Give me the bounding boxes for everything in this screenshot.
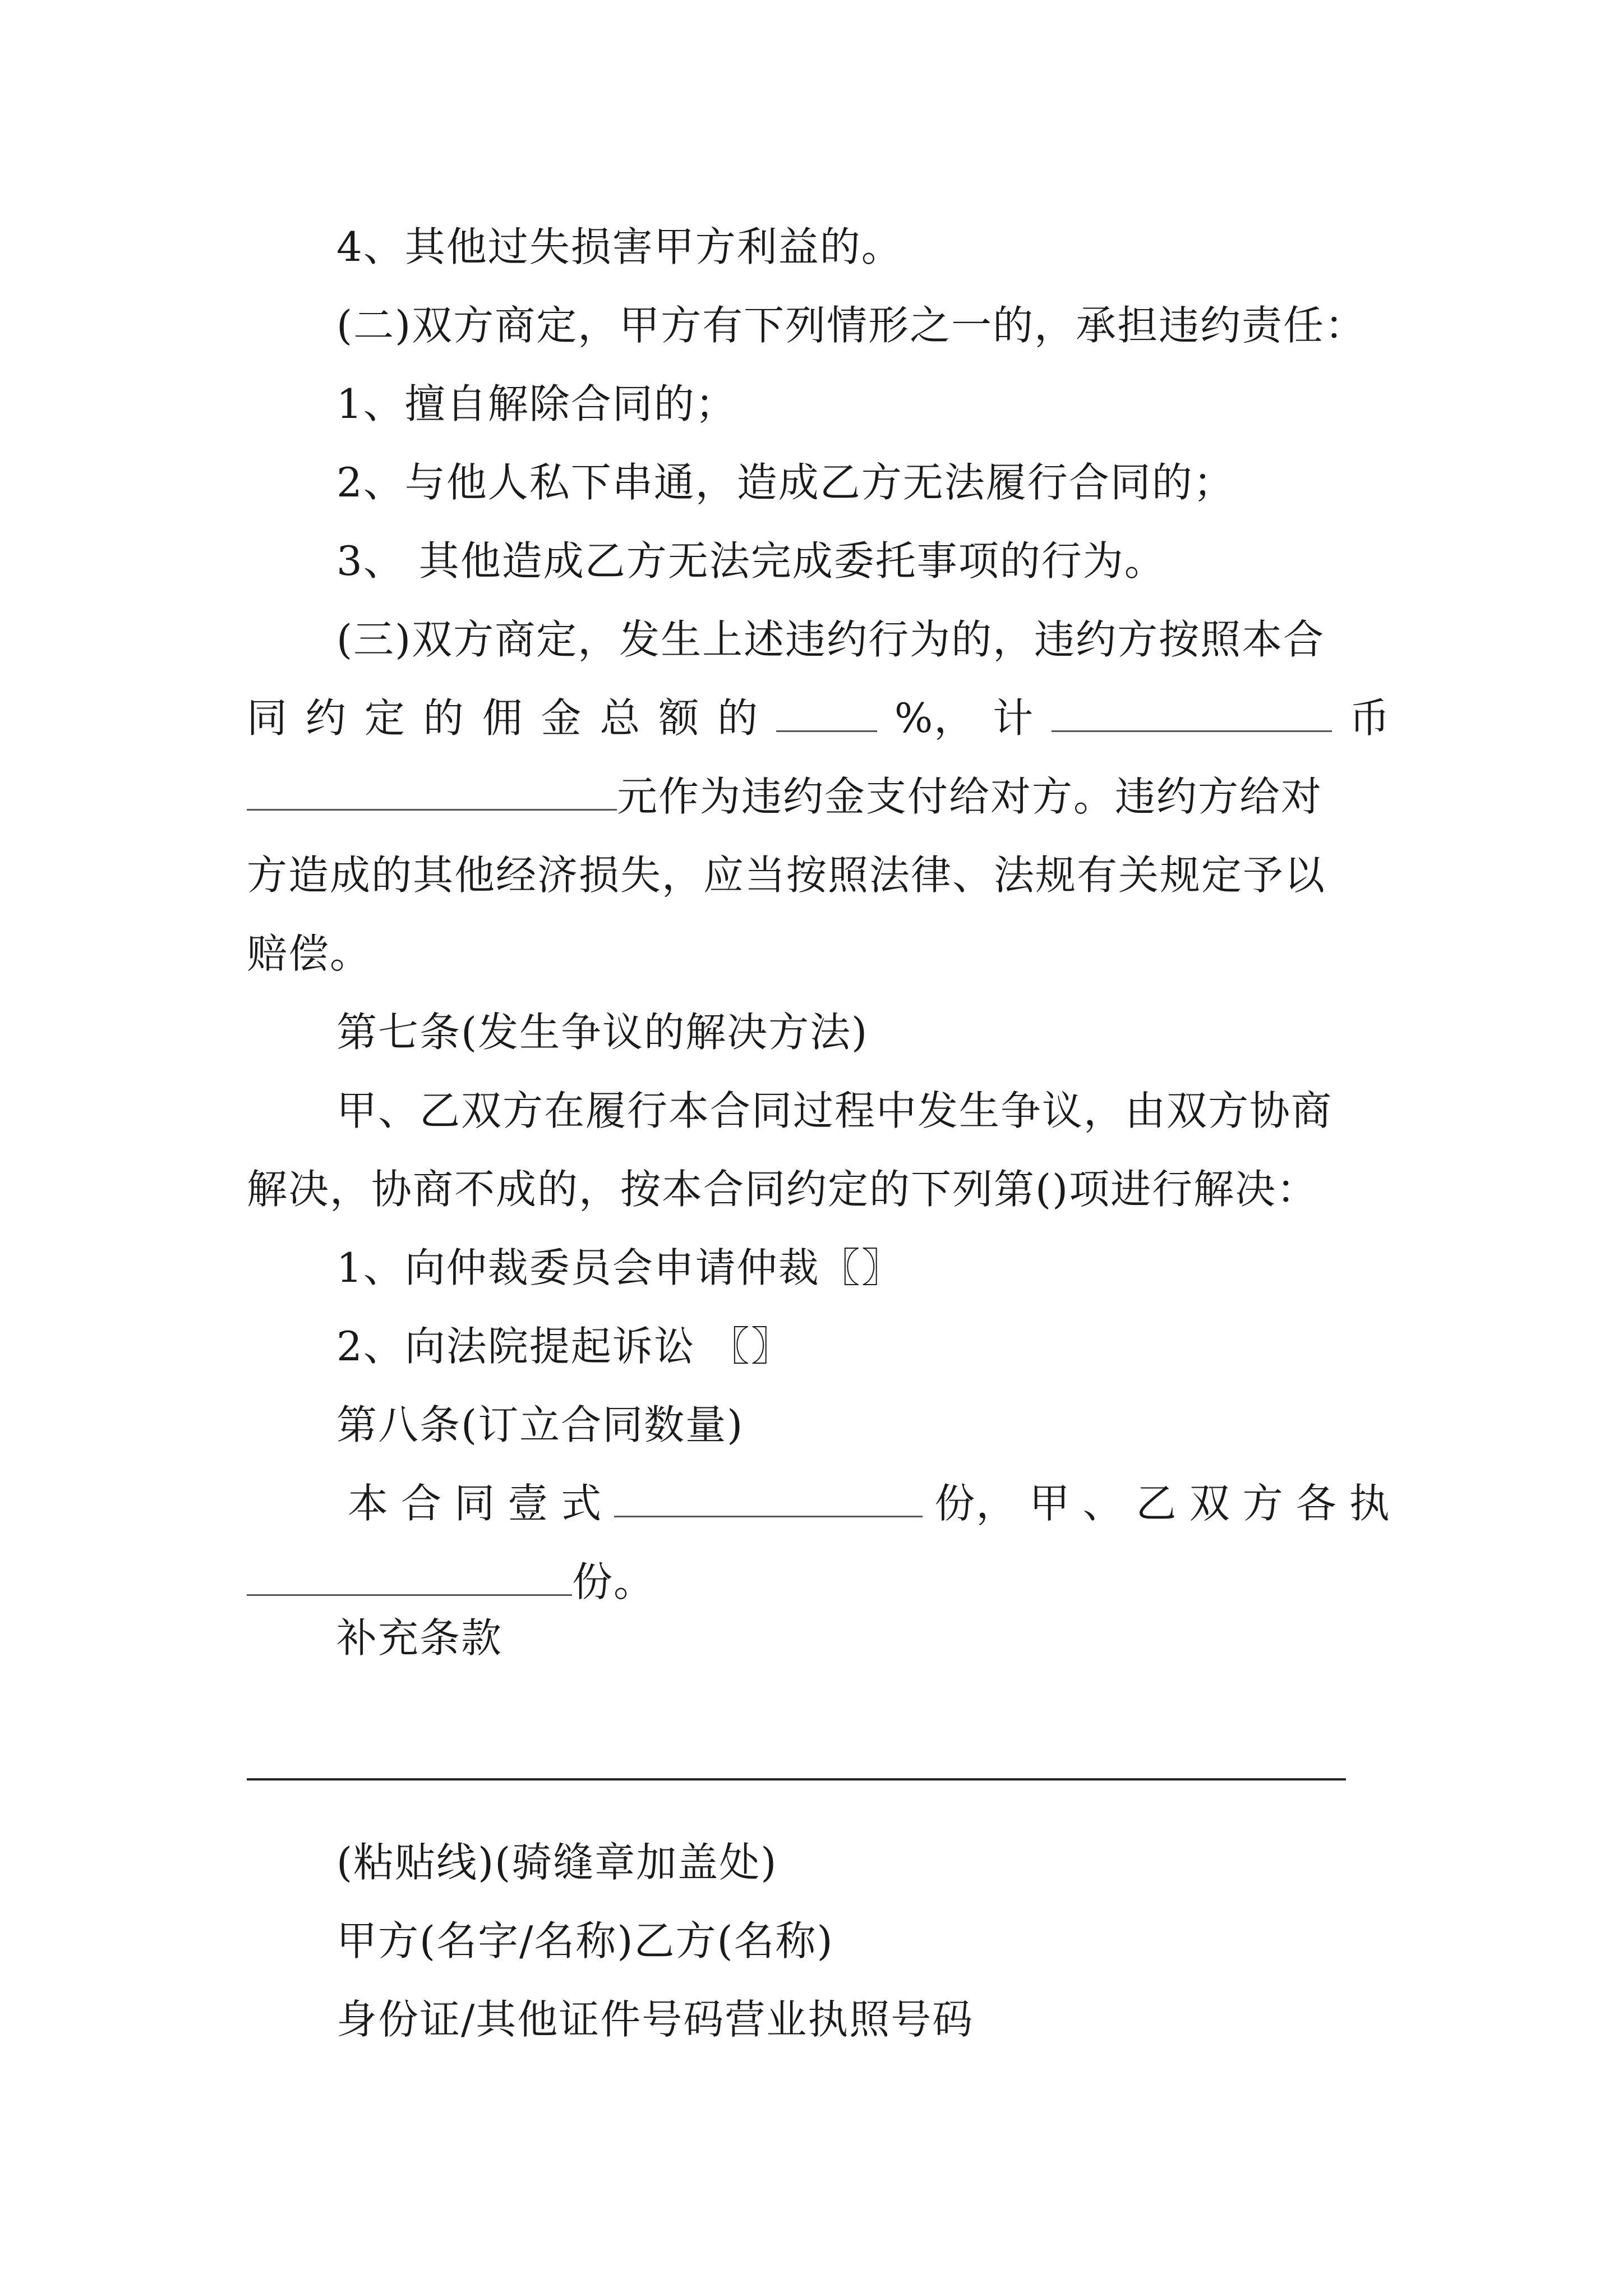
char: 壹 bbox=[508, 1480, 550, 1527]
percent-blank[interactable] bbox=[776, 690, 877, 732]
supplementary-terms: 补充条款 bbox=[336, 1614, 503, 1662]
paste-line-label: (粘贴线)(骑缝章加盖处) bbox=[336, 1839, 778, 1886]
char: 合 bbox=[401, 1480, 443, 1527]
clause-item-4: 4、其他过失损害甲方利益的。 bbox=[336, 223, 903, 270]
clause-item-3: 3、 其他造成乙方无法完成委托事项的行为。 bbox=[336, 537, 1166, 585]
dispute-option-1: 1、向仲裁委员会申请仲裁〖〗 bbox=[336, 1244, 903, 1291]
char: 乙 bbox=[1136, 1480, 1178, 1527]
percent-sign: %， bbox=[894, 694, 976, 742]
dispute-paragraph-cont: 解决，协商不成的，按本合同约定的下列第()项进行解决： bbox=[247, 1166, 1318, 1213]
char: 式 bbox=[561, 1480, 603, 1527]
copies-line bbox=[348, 1475, 1391, 1531]
damages-line-end: 赔偿。 bbox=[247, 930, 372, 977]
char: 本 bbox=[348, 1480, 390, 1527]
char: 金 bbox=[541, 694, 583, 742]
char: 方 bbox=[1242, 1480, 1284, 1527]
damages-line: 方造成的其他经济损失，应当按照法律、法规有关规定予以 bbox=[247, 852, 1326, 899]
amount-text: 元作为违约金支付给对方。违约方给对 bbox=[617, 773, 1323, 820]
dispute-paragraph: 甲、乙双方在履行本合同过程中发生争议，由双方协商 bbox=[336, 1087, 1333, 1134]
currency-label: 币 bbox=[1349, 694, 1391, 742]
dispute-option-2: 2、向法院提起诉讼 〖〗 bbox=[336, 1323, 792, 1370]
article-7-title: 第七条(发生争议的解决方法) bbox=[336, 1009, 869, 1056]
currency-blank[interactable] bbox=[1052, 690, 1332, 732]
copies-total-blank[interactable] bbox=[614, 1475, 923, 1517]
char: 份， bbox=[934, 1480, 1018, 1527]
party-names-label: 甲方(名字/名称)乙方(名称) bbox=[336, 1917, 834, 1964]
char: 计 bbox=[993, 694, 1035, 742]
char: 额 bbox=[658, 694, 700, 742]
clause-item-1: 1、擅自解除合同的； bbox=[336, 380, 737, 427]
char: 约 bbox=[305, 694, 347, 742]
article-8-title: 第八条(订立合同数量) bbox=[336, 1401, 744, 1448]
char: 定 bbox=[364, 694, 406, 742]
char: 同 bbox=[454, 1480, 496, 1527]
paste-separator-line bbox=[247, 1778, 1346, 1780]
char: 各 bbox=[1295, 1480, 1338, 1527]
copies-each-blank[interactable] bbox=[247, 1554, 572, 1596]
char: 甲 bbox=[1029, 1480, 1071, 1527]
char: 双 bbox=[1189, 1480, 1231, 1527]
clause-heading-2: (二)双方商定，甲方有下列情形之一的，承担违约责任： bbox=[336, 302, 1367, 349]
char: 总 bbox=[600, 694, 642, 742]
clause-heading-3: (三)双方商定，发生上述违约行为的，违约方按照本合 bbox=[336, 616, 1325, 663]
amount-blank[interactable] bbox=[247, 769, 617, 811]
copies-each-text: 份。 bbox=[572, 1558, 656, 1605]
char: 同 bbox=[247, 694, 289, 742]
penalty-rate-line bbox=[247, 690, 1391, 746]
char: 、 bbox=[1082, 1480, 1124, 1527]
char: 佣 bbox=[482, 694, 524, 742]
char: 执 bbox=[1349, 1480, 1391, 1527]
clause-item-2: 2、与他人私下串通，造成乙方无法履行合同的； bbox=[336, 459, 1235, 506]
char: 的 bbox=[423, 694, 465, 742]
id-numbers-label: 身份证/其他证件号码营业执照号码 bbox=[336, 1996, 974, 2043]
penalty-amount-line bbox=[247, 769, 1391, 825]
copies-each-line bbox=[247, 1554, 1391, 1610]
char: 的 bbox=[717, 694, 759, 742]
